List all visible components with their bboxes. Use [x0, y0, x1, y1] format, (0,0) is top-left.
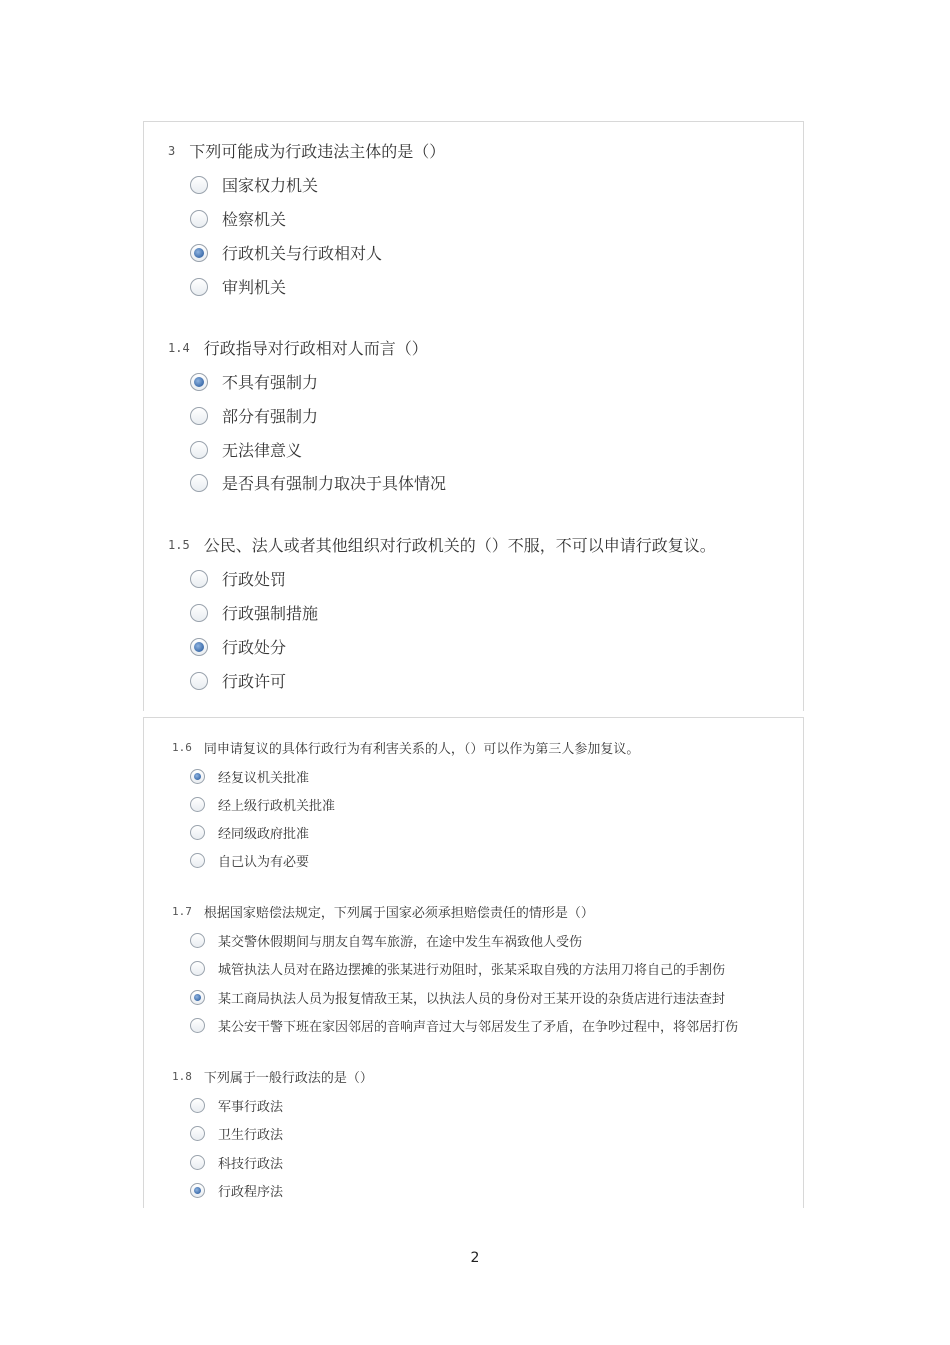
- question-title: [172, 902, 594, 921]
- question-text: 下列可能成为行政违法主体的是（）: [189, 142, 446, 161]
- question-number: 1.8: [172, 1070, 192, 1083]
- question-text: 行政指导对行政相对人而言（）: [203, 339, 428, 358]
- option-label: 卫生行政法: [218, 1128, 284, 1143]
- radio-button[interactable]: [190, 604, 208, 622]
- question-title: [168, 533, 716, 556]
- radio-button-checked[interactable]: [190, 1183, 205, 1198]
- answer-option[interactable]: [190, 795, 335, 814]
- radio-button[interactable]: [190, 278, 208, 296]
- radio-button[interactable]: [190, 797, 205, 812]
- radio-button[interactable]: [190, 1126, 205, 1141]
- page-number: 2: [470, 1250, 480, 1266]
- answer-option[interactable]: [190, 767, 309, 786]
- option-label: 科技行政法: [218, 1157, 284, 1172]
- option-label: 检察机关: [222, 210, 287, 229]
- radio-button-checked[interactable]: [190, 769, 205, 784]
- option-label: 行政处罚: [222, 570, 287, 589]
- answer-option[interactable]: [190, 823, 309, 842]
- answer-option[interactable]: [190, 438, 302, 461]
- radio-button-checked[interactable]: [190, 638, 208, 656]
- answer-option[interactable]: [190, 404, 318, 427]
- question-title: [168, 336, 428, 359]
- radio-button[interactable]: [190, 1155, 205, 1170]
- answer-option[interactable]: [190, 275, 286, 298]
- option-label: 是否具有强制力取决于具体情况: [222, 474, 447, 493]
- radio-button-checked[interactable]: [190, 373, 208, 391]
- answer-option[interactable]: [190, 207, 286, 230]
- answer-option[interactable]: [190, 1096, 283, 1115]
- radio-button[interactable]: [190, 441, 208, 459]
- question-number: 1.5: [168, 537, 190, 552]
- radio-button[interactable]: [190, 825, 205, 840]
- radio-button[interactable]: [190, 961, 205, 976]
- radio-button[interactable]: [190, 474, 208, 492]
- radio-button[interactable]: [190, 933, 205, 948]
- question-number: 3: [168, 143, 176, 158]
- radio-button[interactable]: [190, 853, 205, 868]
- question-title: [172, 1067, 373, 1086]
- option-label: 国家权力机关: [222, 176, 319, 195]
- answer-option[interactable]: [190, 173, 318, 196]
- option-label: 行政许可: [222, 672, 287, 691]
- radio-button[interactable]: [190, 176, 208, 194]
- question-text: 根据国家赔偿法规定，下列属于国家必须承担赔偿责任的情形是（）: [203, 906, 594, 921]
- answer-option[interactable]: [190, 635, 286, 658]
- answer-option[interactable]: [190, 988, 725, 1007]
- answer-option[interactable]: [190, 669, 286, 692]
- question-title: [172, 738, 639, 757]
- option-label: 行政机关与行政相对人: [222, 244, 383, 263]
- option-label: 不具有强制力: [222, 373, 319, 392]
- option-label: 部分有强制力: [222, 407, 319, 426]
- radio-button[interactable]: [190, 570, 208, 588]
- question-number: 1.7: [172, 905, 192, 918]
- option-label: 某工商局执法人员为报复情敌王某，以执法人员的身份对王某开设的杂货店进行违法查封: [218, 992, 726, 1007]
- answer-option[interactable]: [190, 567, 286, 590]
- radio-button[interactable]: [190, 672, 208, 690]
- option-label: 某公安干警下班在家因邻居的音响声音过大与邻居发生了矛盾，在争吵过程中，将邻居打伤: [218, 1020, 739, 1035]
- option-label: 审判机关: [222, 278, 287, 297]
- radio-button-checked[interactable]: [190, 990, 205, 1005]
- answer-option[interactable]: [190, 471, 446, 494]
- question-title: [168, 139, 445, 162]
- answer-option[interactable]: [190, 959, 725, 978]
- answer-option[interactable]: [190, 851, 309, 870]
- question-text: 下列属于一般行政法的是（）: [203, 1071, 373, 1086]
- answer-option[interactable]: [190, 1016, 738, 1035]
- radio-button[interactable]: [190, 210, 208, 228]
- radio-button[interactable]: [190, 407, 208, 425]
- answer-option[interactable]: [190, 370, 318, 393]
- option-label: 行政处分: [222, 638, 287, 657]
- answer-option[interactable]: [190, 1124, 283, 1143]
- question-text: 公民、法人或者其他组织对行政机关的（）不服，不可以申请行政复议。: [203, 536, 716, 555]
- option-label: 经上级行政机关批准: [218, 799, 336, 814]
- quiz-panel-top: [143, 121, 804, 711]
- answer-option[interactable]: [190, 1153, 283, 1172]
- radio-button[interactable]: [190, 1098, 205, 1113]
- option-label: 某交警休假期间与朋友自驾车旅游，在途中发生车祸致他人受伤: [218, 935, 583, 950]
- answer-option[interactable]: [190, 931, 582, 950]
- option-label: 城管执法人员对在路边摆摊的张某进行劝阻时，张某采取自残的方法用刀将自己的手割伤: [218, 963, 726, 978]
- option-label: 经同级政府批准: [218, 827, 310, 842]
- option-label: 军事行政法: [218, 1100, 284, 1115]
- option-label: 自己认为有必要: [218, 855, 310, 870]
- option-label: 经复议机关批准: [218, 771, 310, 786]
- question-number: 1.6: [172, 741, 192, 754]
- option-label: 行政程序法: [218, 1185, 284, 1200]
- quiz-panel-bottom: [143, 717, 804, 1208]
- answer-option[interactable]: [190, 241, 382, 264]
- question-text: 同申请复议的具体行政行为有利害关系的人，（）可以作为第三人参加复议。: [203, 742, 640, 757]
- answer-option[interactable]: [190, 1181, 283, 1200]
- option-label: 无法律意义: [222, 441, 303, 460]
- radio-button[interactable]: [190, 1018, 205, 1033]
- answer-option[interactable]: [190, 601, 318, 624]
- radio-button-checked[interactable]: [190, 244, 208, 262]
- option-label: 行政强制措施: [222, 604, 319, 623]
- question-number: 1.4: [168, 340, 190, 355]
